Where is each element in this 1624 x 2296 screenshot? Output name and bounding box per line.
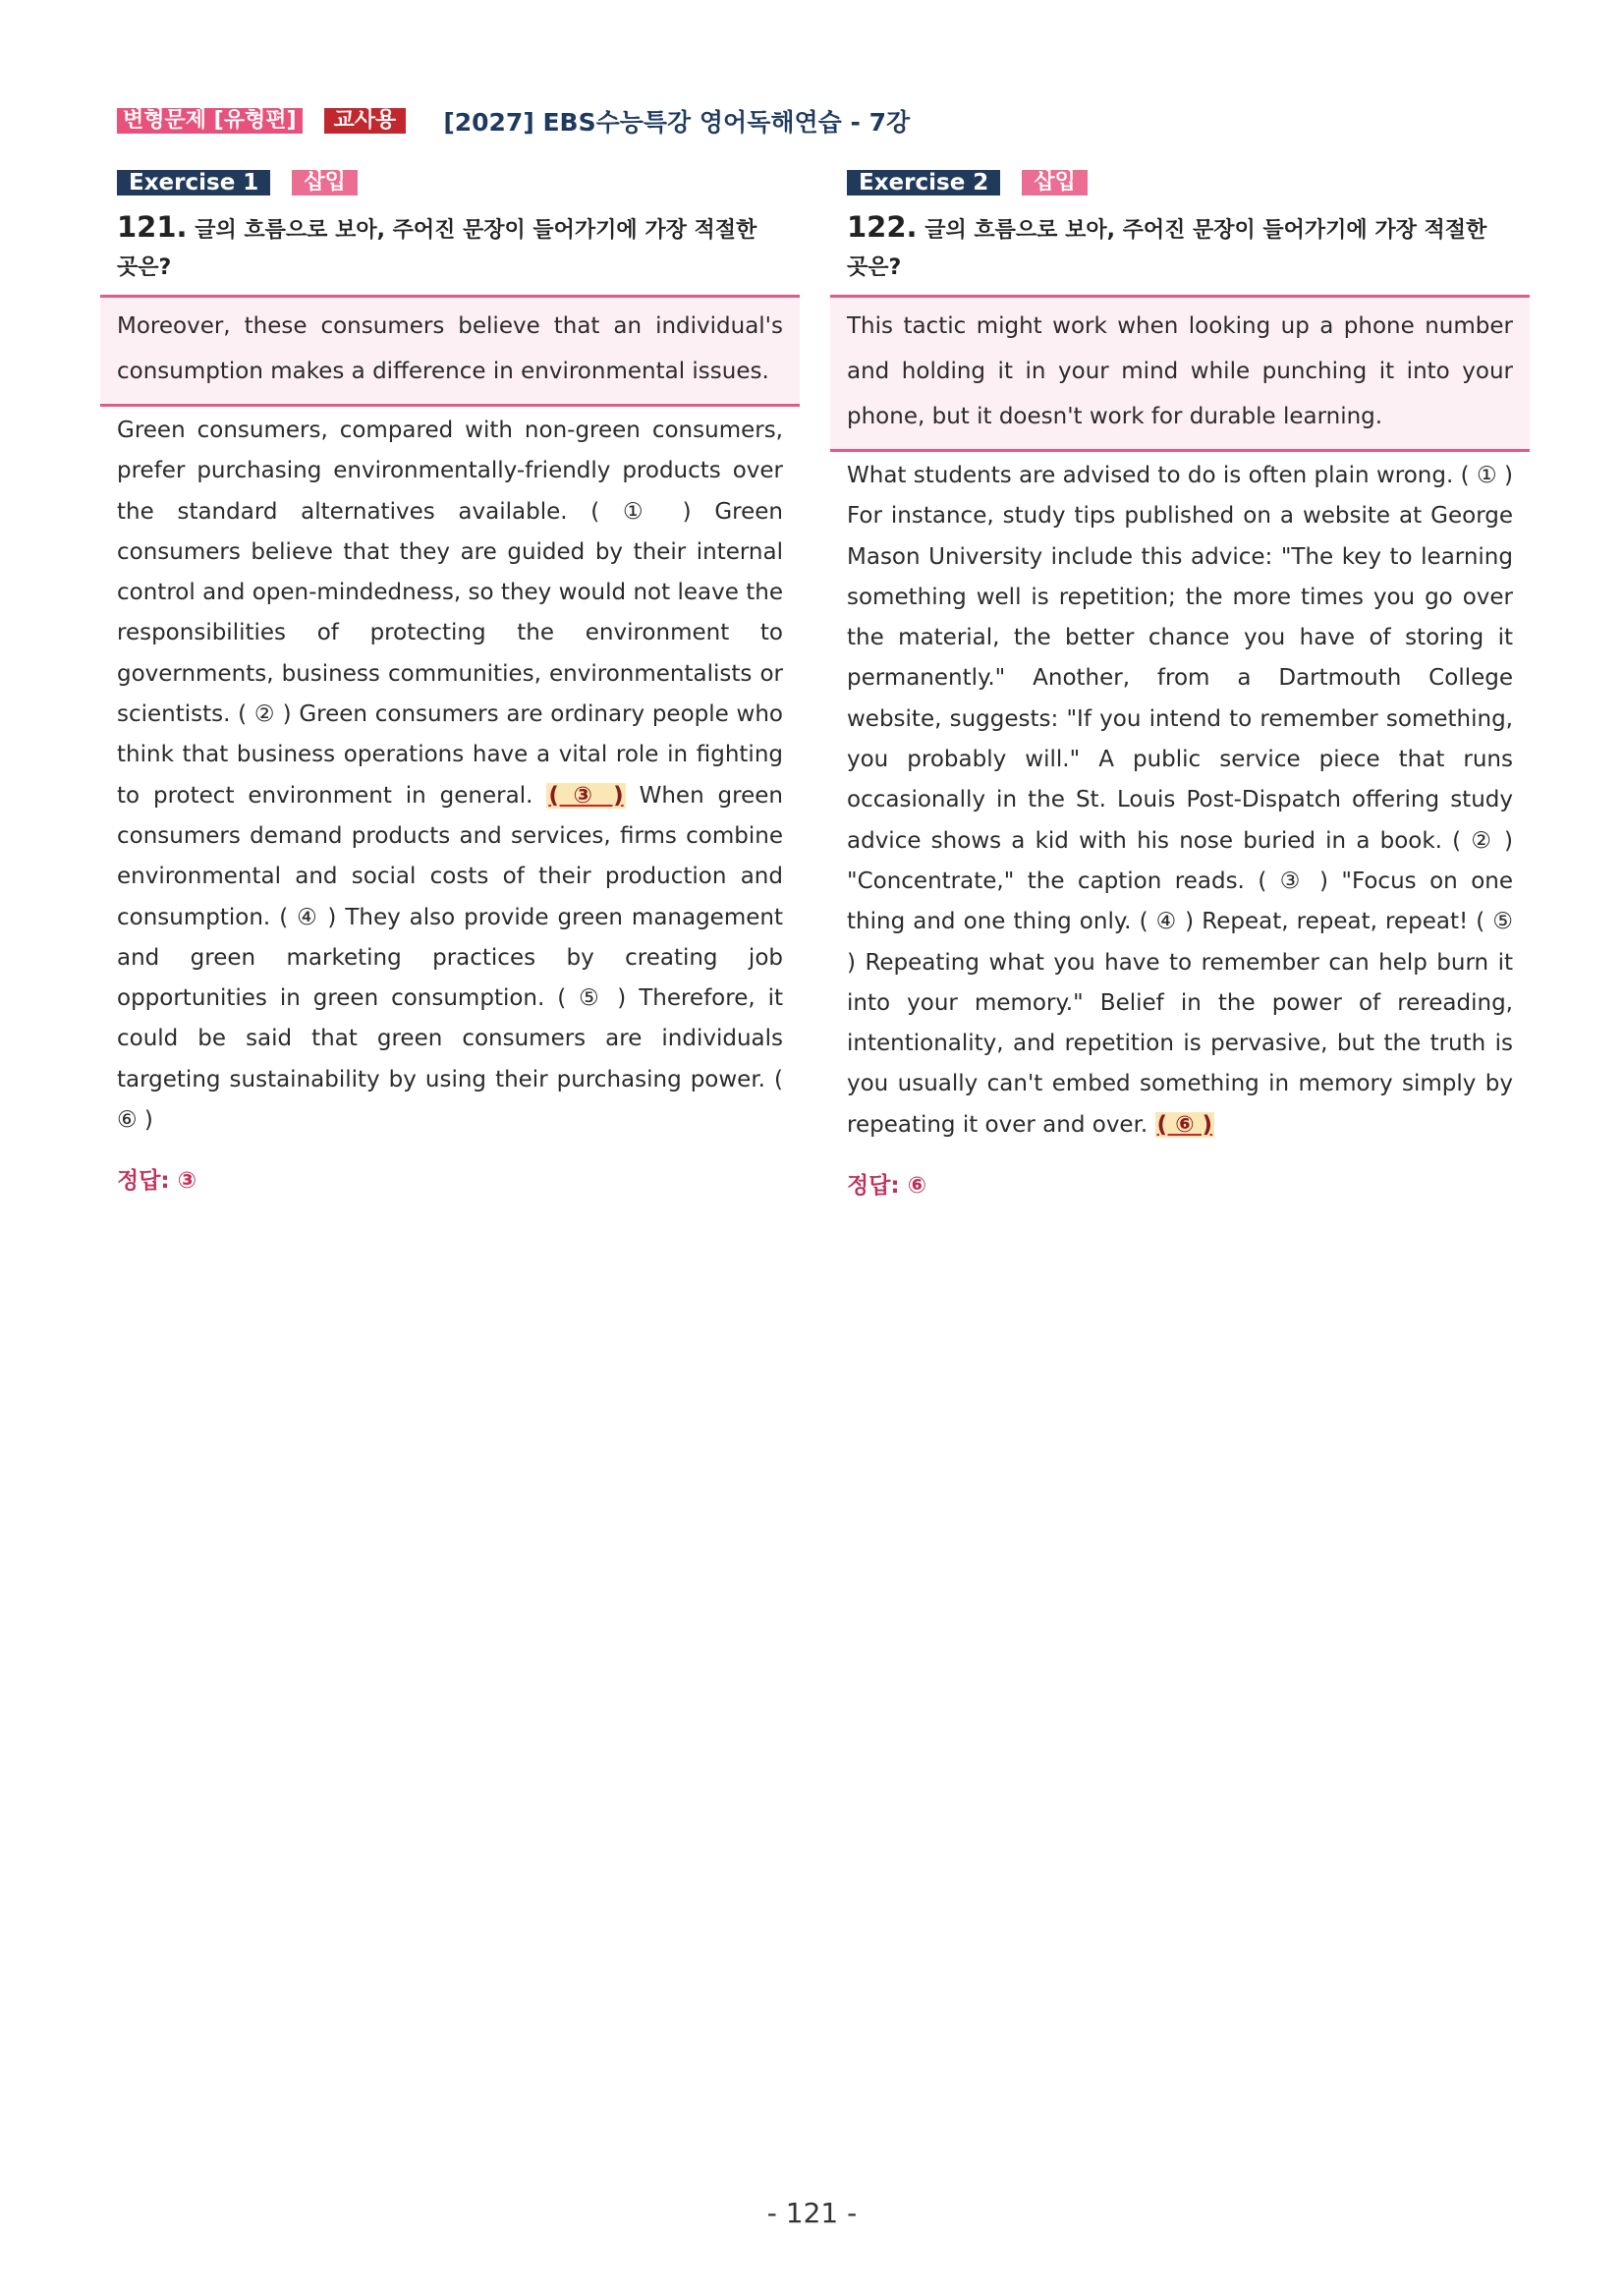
question-text: 글의 흐름으로 보아, 주어진 문장이 들어가기에 가장 적절한 곳은? xyxy=(117,218,757,280)
exercise-1-type-tag: 삽입 xyxy=(292,170,358,196)
question-text: 글의 흐름으로 보아, 주어진 문장이 들어가기에 가장 적절한 곳은? xyxy=(847,218,1487,280)
exercise-1-column xyxy=(100,169,800,1195)
exercise-2-label-row xyxy=(847,169,1530,196)
exercise-2-type-tag: 삽입 xyxy=(1022,170,1088,196)
exercise-1-label-row xyxy=(117,169,800,196)
passage-part-1: What students are advised to do is often plain wrong. ( ① ) For instance, study tips published on a website at George Mason University include this advice: "The key to learning something well is repetition; the more times you go over the material, the better chance you have of storing it permanently." Another, from a Dartmouth College website, suggests: "If you intend to remember something, you probably will." A public service piece that runs occasionally in the St. Louis Post-Dispatch offering study advice shows a kid with his nose buried in a book. ( ② ) "Concentrate," the caption reads. ( ③ ) "Focus on one thing and one thing only. ( ④ ) Repeat, repeat, repeat! ( ⑤ ) Repeating what you have to remember can help burn it into your memory." Belief in the power of rereading, intentionality, and repetition is pervasive, but the truth is you usually can't embed something in memory simply by repeating it over and over. xyxy=(847,463,1513,1138)
passage-part-1: Green consumers, compared with non-green consumers, prefer purchasing environmentally-friendly products over the standard alternatives available. ( ① ) Green consumers believe that they are guided by their internal control and open-mindedness, so they would not leave the responsibilities of protecting the environment to governments, business communities, environmentalists or scientists. ( ② ) Green consumers are ordinary people who think that business operations have a vital role in fighting to protect environment in general. xyxy=(117,418,783,809)
exercise-2-label: Exercise 2 xyxy=(847,170,1000,196)
answer-121: 정답: ③ xyxy=(117,1168,197,1195)
answer-position-marker: ( ⑥ ) xyxy=(1156,1111,1213,1138)
page-number: - 121 - xyxy=(766,2197,858,2229)
passage-122 xyxy=(830,452,1530,1146)
question-122-title xyxy=(847,208,1515,287)
page-header xyxy=(117,104,910,138)
answer-122: 정답: ⑥ xyxy=(847,1173,927,1200)
question-number: 121. xyxy=(117,210,188,244)
passage-part-2: When green consumers demand products and services, firms combine environmental and social costs of their production and consumption. ( ④ ) They also provide green management and green marketing practices by creating job opportunities in green consumption. ( ⑤ ) Therefore, it could be said that green consumers are individuals targeting sustainability by using their purchasing power. ( ⑥ ) xyxy=(117,782,783,1134)
question-number: 122. xyxy=(847,210,918,244)
exercise-2-column xyxy=(830,169,1530,1200)
passage-121 xyxy=(100,407,800,1141)
teacher-tag: 교사용 xyxy=(324,108,407,134)
category-tag: 변형문제 [유형편] xyxy=(117,108,303,134)
given-sentence: Moreover, these consumers believe that an individual's consumption makes a difference in environmental issues. xyxy=(117,313,783,384)
answer-position-marker: ( ③ ) xyxy=(548,782,624,809)
given-sentence: This tactic might work when looking up a phone number and holding it in your mind while punching it into your phone, but it doesn't work for durable learning. xyxy=(847,313,1513,429)
question-121-title xyxy=(117,208,785,287)
given-sentence-box xyxy=(100,295,800,407)
document-title: [2027] EBS수능특강 영어독해연습 - 7강 xyxy=(443,108,911,137)
given-sentence-box xyxy=(830,295,1530,452)
exercise-1-label: Exercise 1 xyxy=(117,170,270,196)
